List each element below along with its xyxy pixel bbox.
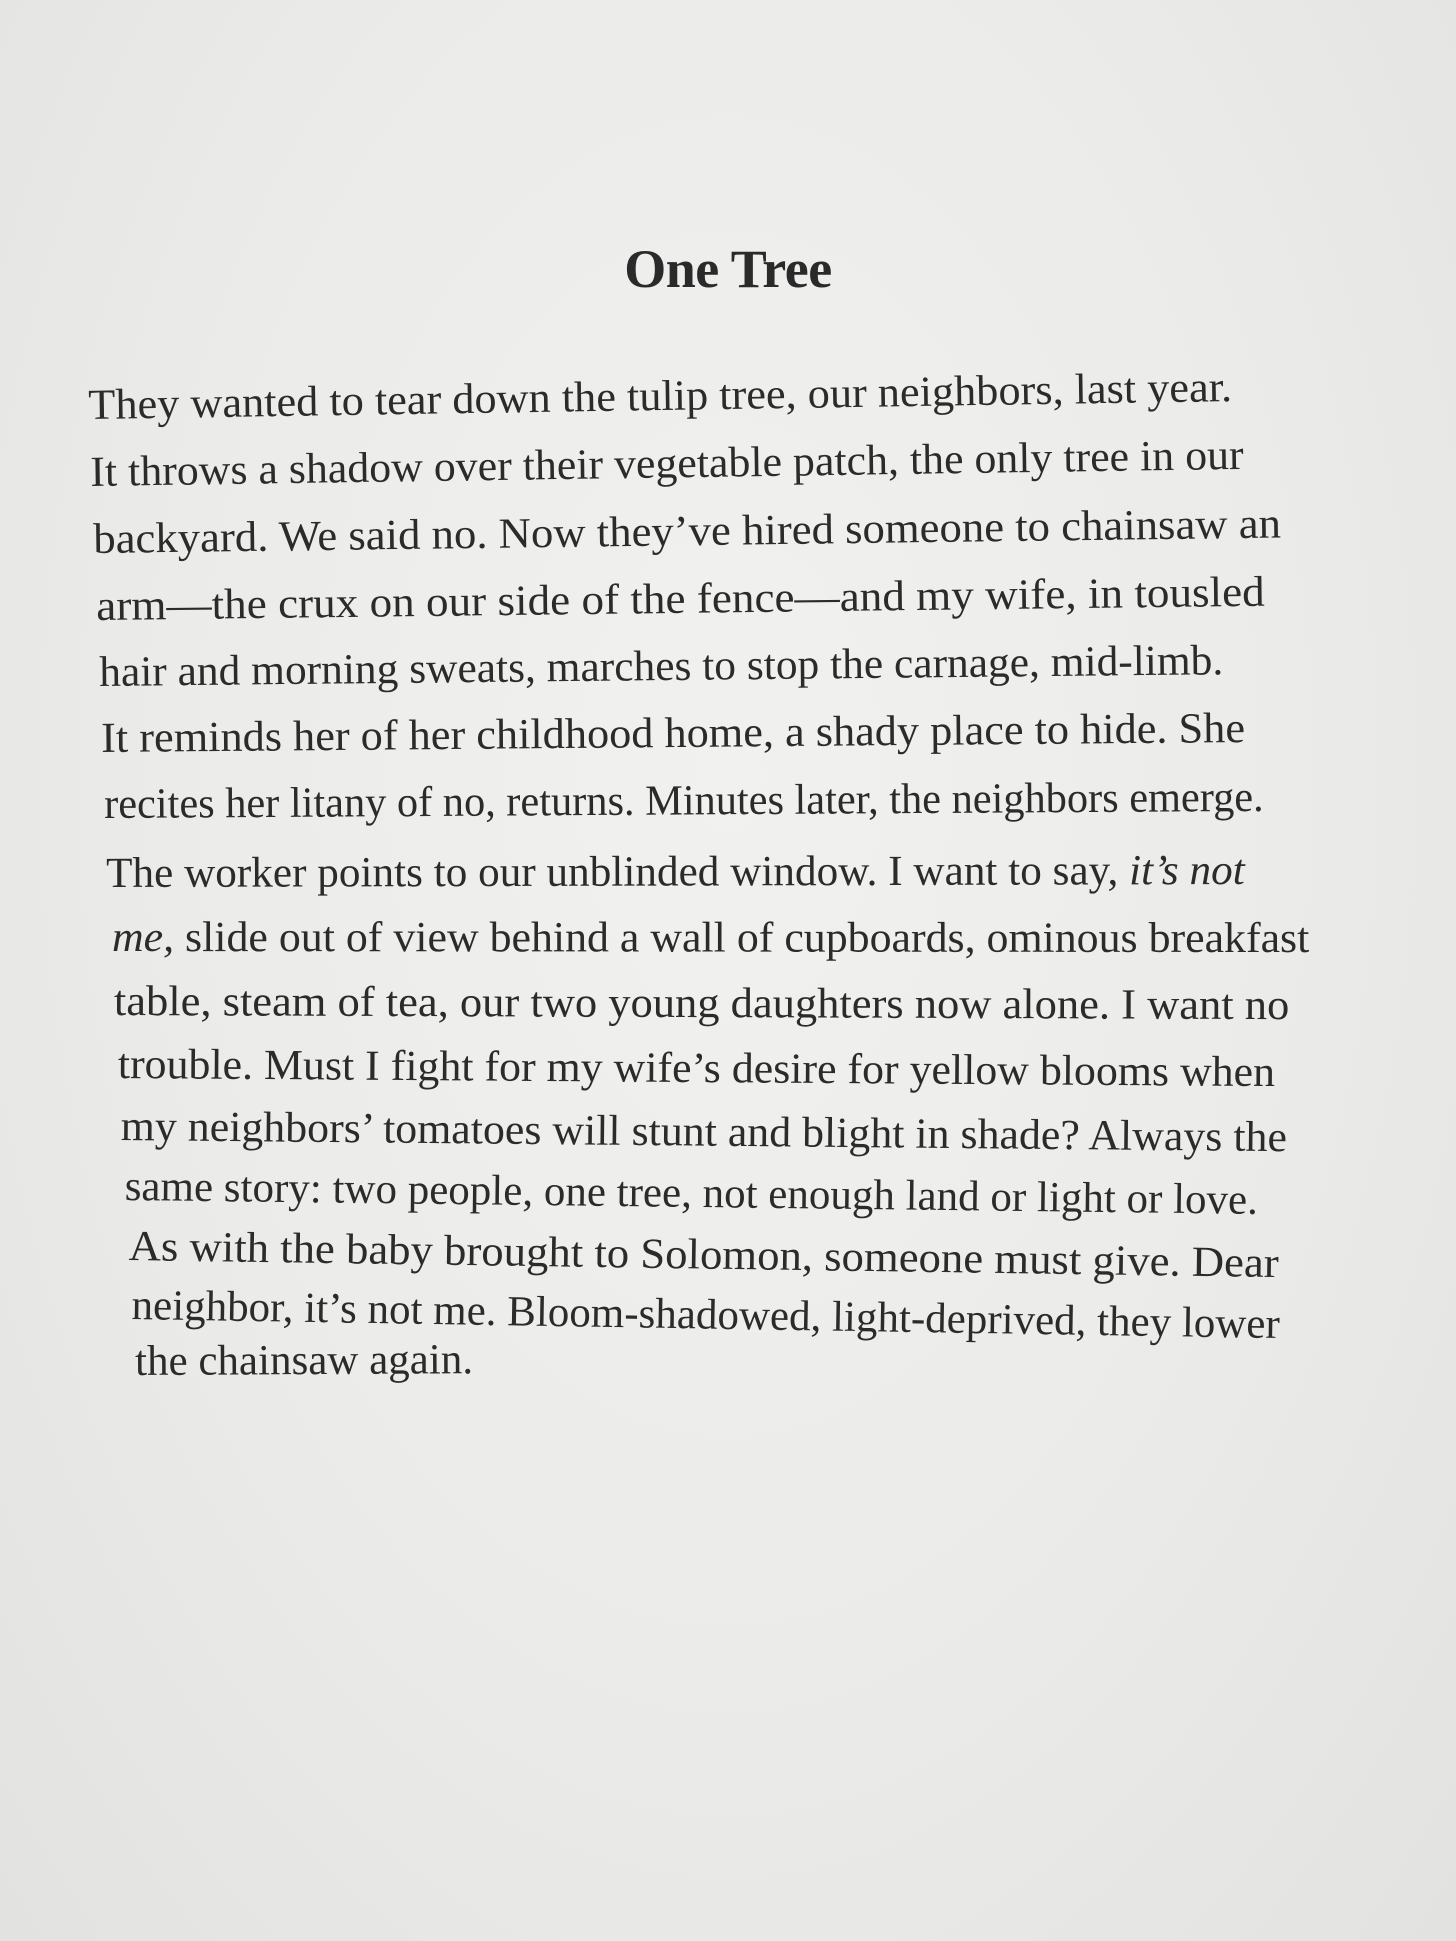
poem-line: my neighbors’ tomatoes will stunt and blight in shade? Always the: [120, 1103, 1288, 1162]
poem-line: trouble. Must I fight for my wife’s desire for yellow blooms when: [117, 1041, 1276, 1097]
poem-title: One Tree: [624, 239, 832, 299]
poem-line: me, slide out of view behind a wall of cupboards, ominous breakfast: [111, 914, 1310, 963]
poem-line: As with the baby brought to Solomon, someone must give. Dear: [128, 1223, 1280, 1288]
poem-line: It reminds her of her childhood home, a shady place to hide. She: [100, 705, 1246, 762]
poem-line: the chainsaw again.: [134, 1336, 474, 1385]
poem-line: The worker points to our unblinded window. I want to say, it’s not: [105, 847, 1245, 897]
poem-line: They wanted to tear down the tulip tree, our neighbors, last year.: [87, 364, 1233, 429]
poem-line: hair and morning sweats, marches to stop the carnage, mid-limb.: [98, 637, 1224, 696]
poem-line: table, steam of tea, our two young daughters now alone. I want no: [113, 978, 1290, 1030]
poem-line: It throws a shadow over their vegetable patch, the only tree in our: [89, 431, 1244, 496]
poem-line: same story: two people, one tree, not enough land or light or love.: [124, 1163, 1259, 1224]
poem-line: recites her litany of no, returns. Minutes later, the neighbors emerge.: [103, 773, 1264, 828]
poem-line: neighbor, it’s not me. Bloom-shadowed, light-deprived, they lower: [131, 1282, 1281, 1349]
poem-line: backyard. We said no. Now they’ve hired someone to chainsaw an: [92, 500, 1282, 563]
poem-line: arm—the crux on our side of the fence—and my wife, in tousled: [95, 568, 1266, 630]
